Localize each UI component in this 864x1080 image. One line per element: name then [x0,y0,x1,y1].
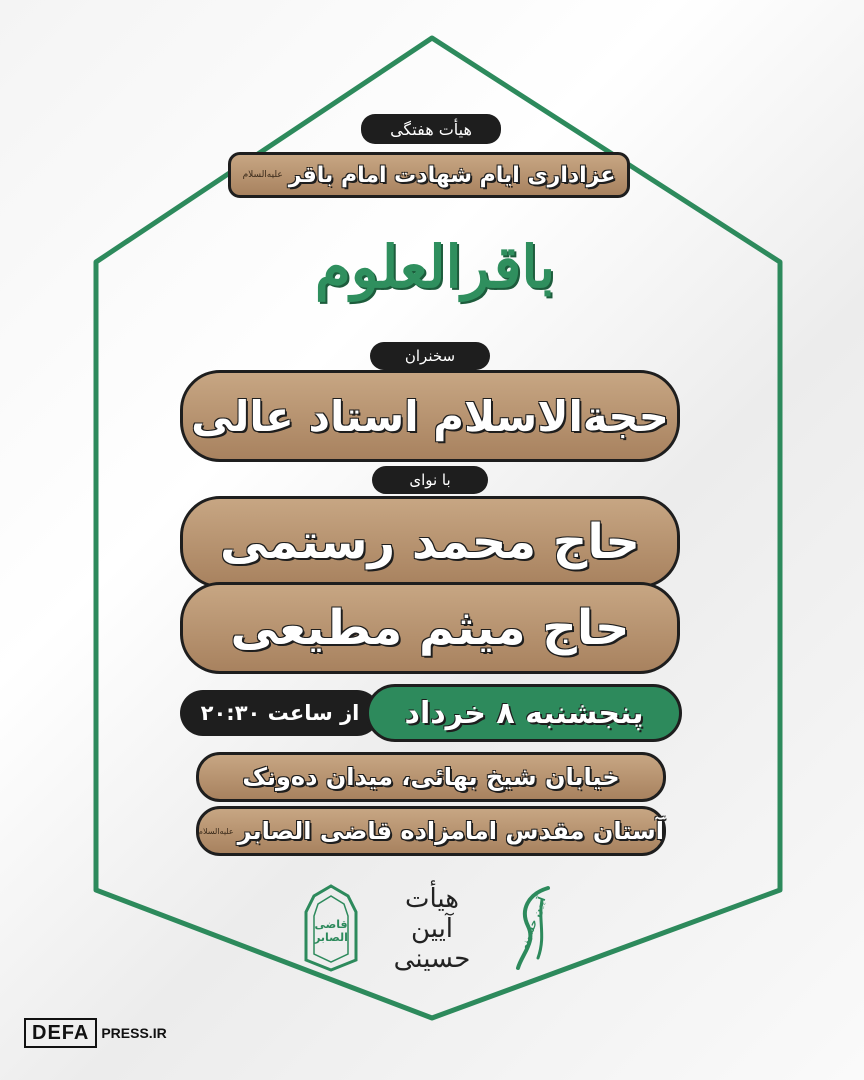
location-street-banner: خیابان شیخ بهائی، میدان ده‌ونک [196,752,666,802]
title-calligraphy: باقرالعلوم [314,233,556,301]
speaker-label: سخنران [370,342,490,370]
speaker-name-banner: حجة‌الاسلام استاد عالی [180,370,680,462]
watermark [24,1018,167,1048]
time-badge: از ساعت ۲۰:۳۰ [180,690,380,736]
organizer-name [372,884,492,974]
reciters-label: با نوای [372,466,488,494]
watermark-domain: PRESS.IR [101,1025,167,1041]
right-emblem [508,880,558,976]
organizer-line-1: هیأت [405,884,459,914]
reciter-2-banner: حاج میثم مطیعی [180,582,680,674]
location-honorific: علیه‌السلام [198,826,234,836]
occasion-text: عزاداری ایام شهادت امام باقر [288,162,616,188]
right-emblem-text: آیین حسینی [517,895,549,956]
organizer-line-3: حسینی [393,944,471,974]
left-emblem-text: قاضی الصابر [314,918,348,944]
group-label: هیأت هفتگی [361,114,501,144]
occasion-banner [228,152,630,198]
reciter-1-banner: حاج محمد رستمی [180,496,680,588]
organizer-line-2: آیین [410,914,454,944]
watermark-brand: DEFA [24,1018,97,1048]
location-shrine-banner [196,806,666,856]
left-emblem [298,882,364,974]
date-badge: پنجشنبه ۸ خرداد [366,684,682,742]
occasion-honorific: علیه‌السلام [242,170,283,180]
location-shrine-text: آستان مقدس امامزاده قاضی الصابر [237,817,664,845]
